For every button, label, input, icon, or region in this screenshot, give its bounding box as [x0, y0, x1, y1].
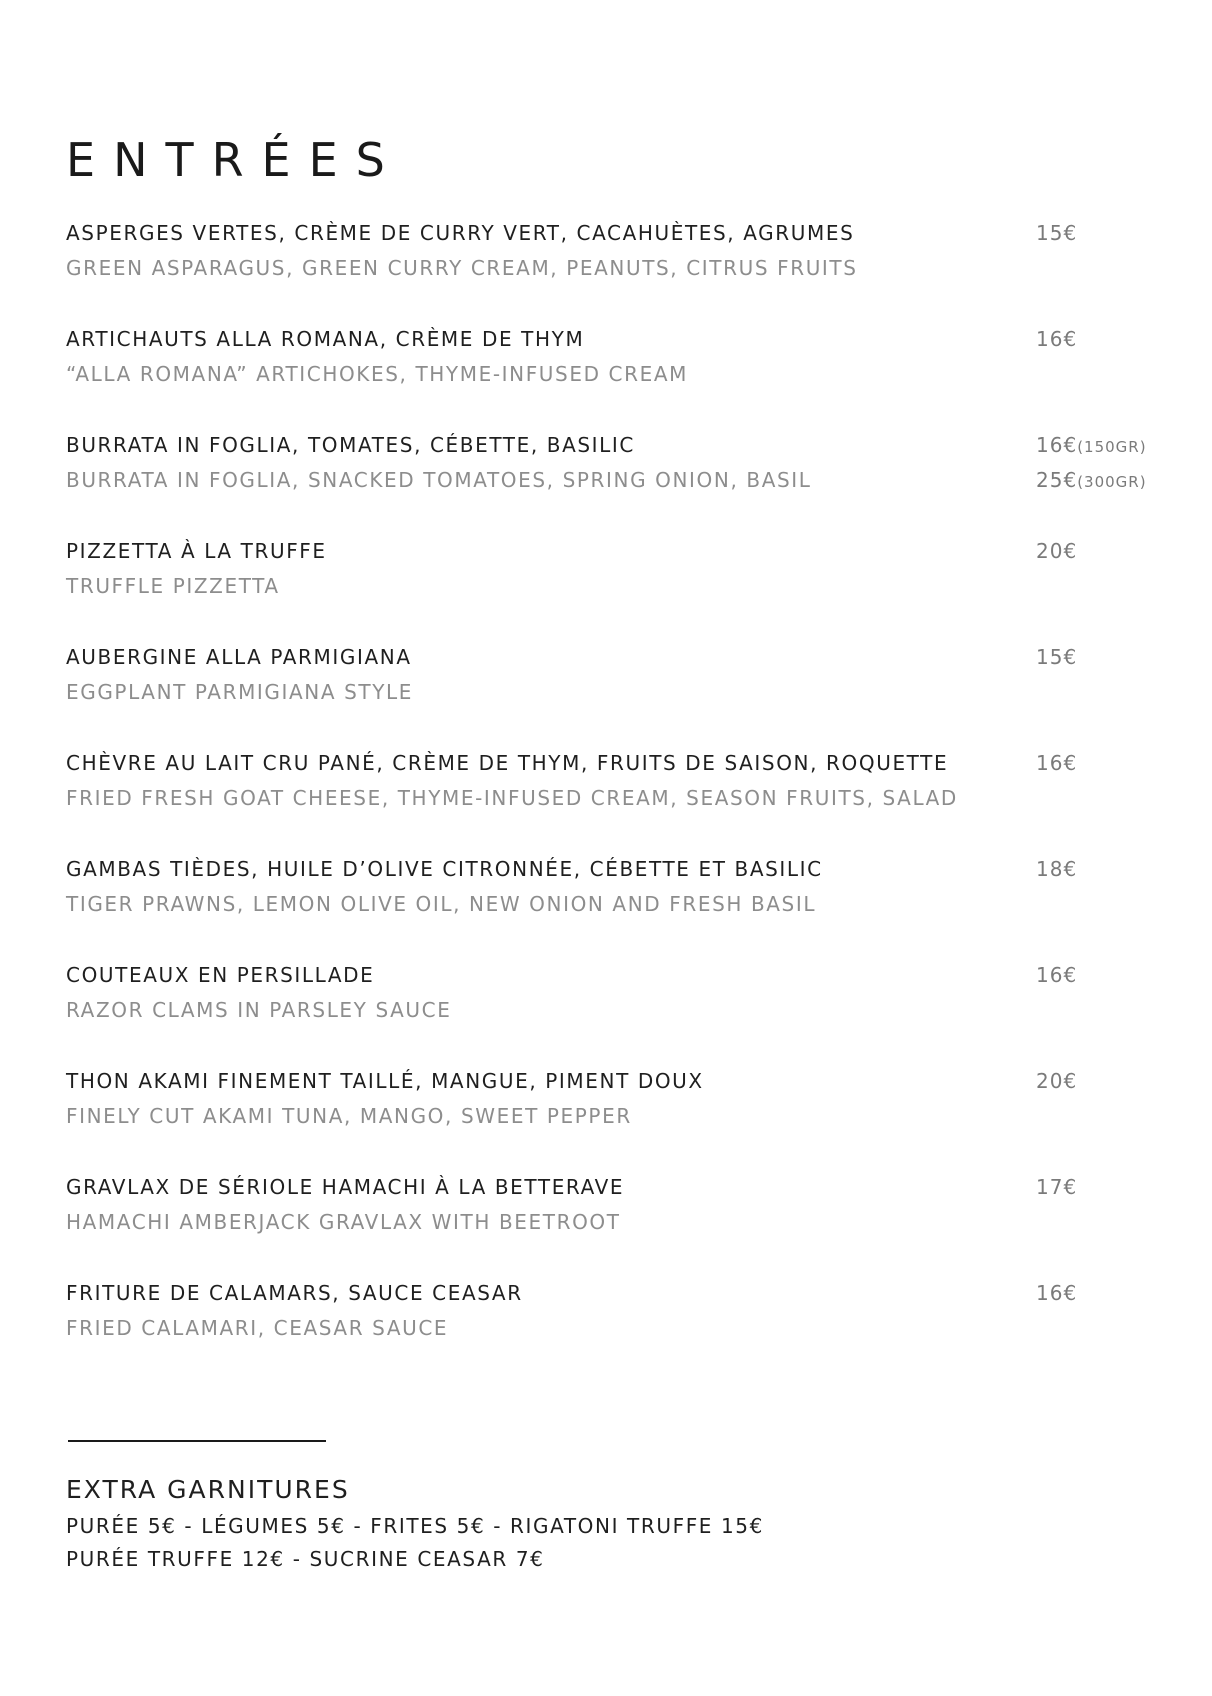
section-divider — [68, 1440, 326, 1442]
item-price: 17€ — [1036, 1175, 1078, 1199]
menu-item — [66, 326, 1176, 432]
menu-item — [66, 856, 1176, 962]
item-name-en: TIGER PRAWNS, LEMON OLIVE OIL, NEW ONION AND FRESH BASIL — [66, 892, 817, 916]
item-name-en: EGGPLANT PARMIGIANA STYLE — [66, 680, 414, 704]
item-name-fr: COUTEAUX EN PERSILLADE — [66, 963, 375, 987]
extras-line: PURÉE 5€ - LÉGUMES 5€ - FRITES 5€ - RIGATONI TRUFFE 15€ — [66, 1514, 764, 1538]
item-name-en: FINELY CUT AKAMI TUNA, MANGO, SWEET PEPPER — [66, 1104, 632, 1128]
price-amount: 25€ — [1036, 468, 1078, 492]
item-price: 16€ — [1036, 1281, 1078, 1305]
item-name-en: HAMACHI AMBERJACK GRAVLAX WITH BEETROOT — [66, 1210, 621, 1234]
item-name-en: BURRATA IN FOGLIA, SNACKED TOMATOES, SPRING ONION, BASIL — [66, 468, 812, 492]
item-name-en: GREEN ASPARAGUS, GREEN CURRY CREAM, PEANUTS, CITRUS FRUITS — [66, 256, 858, 280]
item-price: 16€ — [1036, 963, 1078, 987]
page-title: ENTRÉES — [66, 132, 403, 187]
menu-item — [66, 962, 1176, 1068]
item-name-en: FRIED CALAMARI, CEASAR SAUCE — [66, 1316, 449, 1340]
item-name-fr: AUBERGINE ALLA PARMIGIANA — [66, 645, 412, 669]
menu-item — [66, 1068, 1176, 1174]
menu-item — [66, 538, 1176, 644]
item-price: 16€ — [1036, 751, 1078, 775]
price-weight-note: (150GR) — [1077, 438, 1147, 456]
menu-item — [66, 644, 1176, 750]
item-name-en: TRUFFLE PIZZETTA — [66, 574, 280, 598]
item-name-fr: ARTICHAUTS ALLA ROMANA, CRÈME DE THYM — [66, 327, 585, 351]
price-amount: 16€ — [1036, 433, 1078, 457]
item-name-en: “ALLA ROMANA” ARTICHOKES, THYME-INFUSED CREAM — [66, 362, 688, 386]
item-name-en: FRIED FRESH GOAT CHEESE, THYME-INFUSED CREAM, SEASON FRUITS, SALAD — [66, 786, 958, 810]
item-name-fr: CHÈVRE AU LAIT CRU PANÉ, CRÈME DE THYM, FRUITS DE SAISON, ROQUETTE — [66, 751, 949, 775]
item-name-fr: PIZZETTA À LA TRUFFE — [66, 539, 327, 563]
extras-title: EXTRA GARNITURES — [66, 1475, 350, 1504]
menu-list — [66, 220, 1176, 1386]
item-price: 20€ — [1036, 1069, 1078, 1093]
item-name-fr: GAMBAS TIÈDES, HUILE D’OLIVE CITRONNÉE, CÉBETTE ET BASILIC — [66, 857, 823, 881]
extras-line: PURÉE TRUFFE 12€ - SUCRINE CEASAR 7€ — [66, 1547, 545, 1571]
item-name-en: RAZOR CLAMS IN PARSLEY SAUCE — [66, 998, 452, 1022]
menu-item — [66, 750, 1176, 856]
item-name-fr: GRAVLAX DE SÉRIOLE HAMACHI À LA BETTERAVE — [66, 1175, 625, 1199]
menu-item — [66, 220, 1176, 326]
item-price: 15€ — [1036, 645, 1078, 669]
item-price: 16€ — [1036, 327, 1078, 351]
menu-item — [66, 1280, 1176, 1386]
item-price: 15€ — [1036, 221, 1078, 245]
price-weight-note: (300GR) — [1077, 473, 1147, 491]
item-name-fr: THON AKAMI FINEMENT TAILLÉ, MANGUE, PIMENT DOUX — [66, 1069, 704, 1093]
item-name-fr: FRITURE DE CALAMARS, SAUCE CEASAR — [66, 1281, 523, 1305]
item-price-secondary — [1036, 467, 1147, 495]
item-price: 20€ — [1036, 539, 1078, 563]
item-name-fr: ASPERGES VERTES, CRÈME DE CURRY VERT, CACAHUÈTES, AGRUMES — [66, 221, 855, 245]
menu-item — [66, 1174, 1176, 1280]
menu-item — [66, 432, 1176, 538]
item-price: 18€ — [1036, 857, 1078, 881]
item-price — [1036, 432, 1147, 460]
item-name-fr: BURRATA IN FOGLIA, TOMATES, CÉBETTE, BASILIC — [66, 433, 635, 457]
